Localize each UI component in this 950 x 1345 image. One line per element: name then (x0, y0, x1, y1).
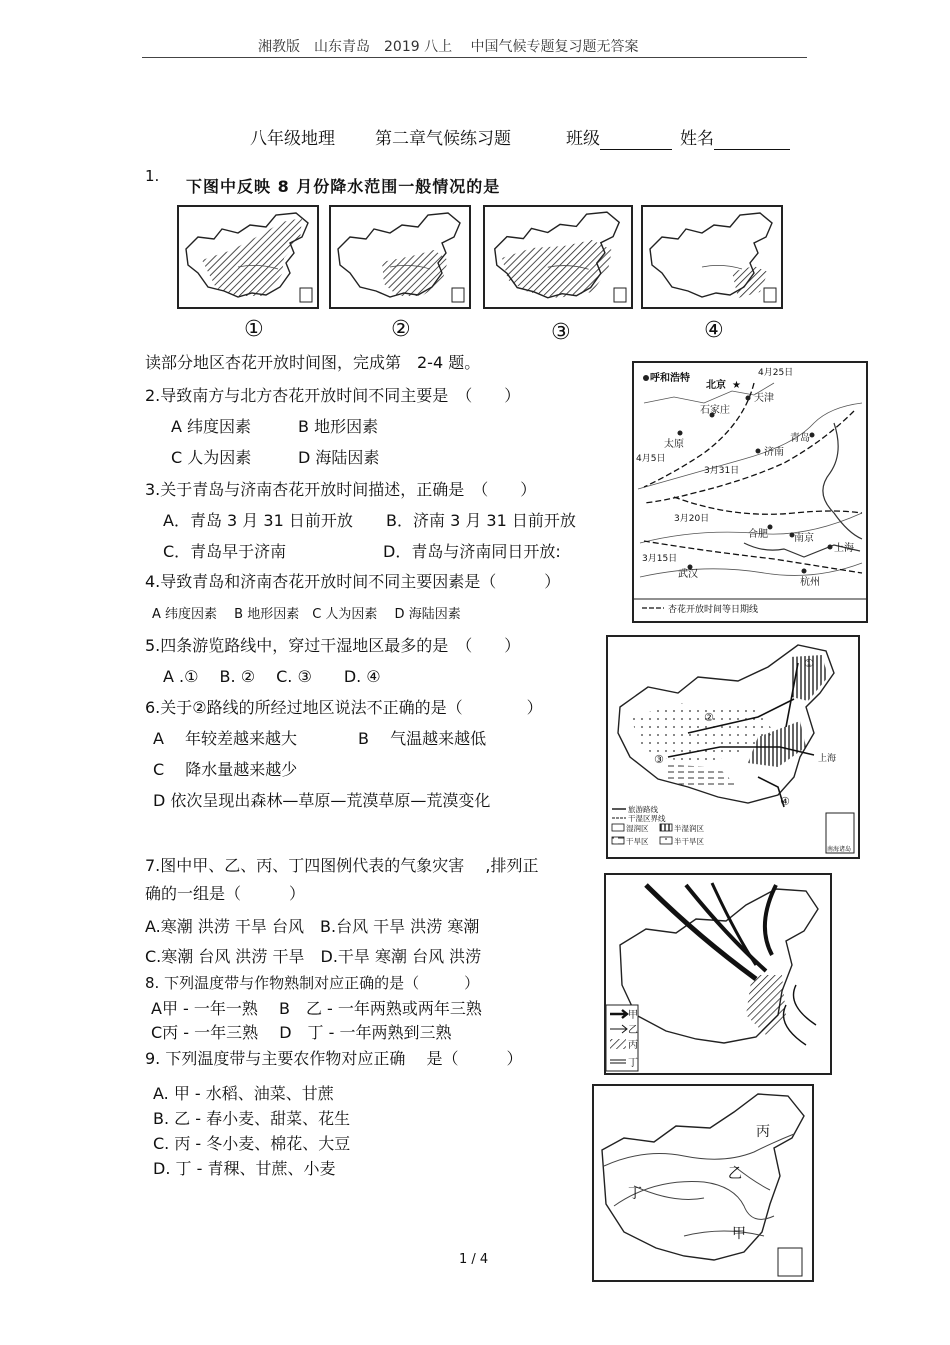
city-tianjin: 天津 (754, 393, 774, 404)
q6-option-a[interactable]: A 年较差越来越大 (153, 729, 298, 748)
temperature-map (592, 1084, 814, 1282)
subject-title: 八年级地理 (250, 129, 335, 149)
zone-ding: 丁 (628, 1186, 642, 1202)
map-label-4: ④ (704, 318, 724, 343)
legend-semiarid: 半干旱区 (674, 837, 704, 846)
legend-boundary: 干湿区界线 (628, 814, 666, 823)
chapter-title: 第二章气候练习题 (375, 129, 511, 149)
map-4 (642, 206, 782, 308)
q3-option-b[interactable]: B．济南 3 月 31 日前开放 (386, 511, 576, 530)
date-mar15: 3月15日 (642, 554, 678, 564)
routes-map (606, 635, 860, 859)
apricot-map (632, 361, 868, 623)
city-hangzhou: 杭州 (800, 577, 820, 588)
map-3 (484, 206, 632, 308)
q8-options-cd[interactable]: C丙 - 一年三熟 D 丁 - 一年两熟到三熟 (151, 1023, 452, 1042)
q9-option-c[interactable]: C. 丙 - 冬小麦、棉花、大豆 (153, 1134, 351, 1153)
q4-stem: 4.导致青岛和济南杏花开放时间不同主要因素是（ ） (145, 572, 561, 591)
apricot-legend: 杏花开放时间等日期线 (668, 605, 759, 615)
q8-options-ab[interactable]: A甲 - 一年一熟 B 乙 - 一年两熟或两年三熟 (151, 999, 482, 1018)
city-shanghai: 上海 (834, 543, 854, 554)
zone-bing: 丙 (756, 1124, 770, 1140)
routes-inset-label: 南海诸岛 (827, 846, 852, 853)
q2-option-c[interactable]: C 人为因素 (171, 448, 252, 467)
legend-bing: 丙 (628, 1040, 638, 1051)
page-number: 1 / 4 (459, 1252, 489, 1267)
date-apr25: 4月25日 (758, 368, 794, 378)
q7-options-ab[interactable]: A.寒潮 洪涝 干旱 台风 B.台风 干旱 洪涝 寒潮 (145, 917, 480, 936)
q7-stem-line1: 7.图中甲、乙、丙、丁四图例代表的气象灾害 ,排列正 (145, 856, 539, 875)
q1-stem: 下图中反映 8 月份降水范围一般情况的是 (186, 177, 501, 196)
zone-jia: 甲 (732, 1226, 746, 1242)
city-jinan: 济南 (764, 447, 784, 458)
q6-option-c[interactable]: C 降水量越来越少 (153, 760, 298, 779)
city-taiyuan: 太原 (664, 439, 684, 450)
legend-semihumid: 半湿润区 (674, 824, 704, 833)
route-1: ① (804, 657, 814, 670)
q5-stem: 5.四条游览路线中，穿过干湿地区最多的是 （ ） (145, 636, 521, 655)
q2-option-b[interactable]: B 地形因素 (298, 417, 379, 436)
name-label: 姓名 (680, 129, 714, 149)
legend-ding: 丁 (628, 1058, 638, 1069)
page-header: 湘教版 山东青岛 2019 八上 中国气候专题复习题无答案 (258, 39, 639, 55)
class-blank[interactable] (600, 133, 672, 150)
route-4: ④ (780, 795, 790, 808)
class-label: 班级 (566, 129, 600, 149)
header-rule (142, 57, 807, 58)
city-hefei: 合肥 (748, 529, 768, 540)
city-nanjing: 南京 (794, 533, 814, 544)
q8-stem: 8. 下列温度带与作物熟制对应正确的是（ ） (145, 974, 480, 992)
map-label-2: ② (391, 317, 411, 342)
date-apr5: 4月5日 (636, 454, 666, 464)
legend-humid: 湿润区 (626, 824, 649, 833)
q6-option-b[interactable]: B 气温越来越低 (358, 729, 487, 748)
svg-text:★: ★ (732, 380, 741, 391)
q3-option-c[interactable]: C．青岛早于济南 (163, 542, 287, 561)
q9-stem: 9. 下列温度带与主要农作物对应正确 是（ ） (145, 1049, 523, 1068)
legend-jia: 甲 (628, 1010, 638, 1021)
city-qingdao: 青岛 (790, 433, 810, 444)
intro-text: 读部分地区杏花开放时间图，完成第 2-4 题。 (145, 353, 481, 372)
legend-arid: 干旱区 (626, 837, 649, 846)
q7-stem-line2: 确的一组是（ ） (145, 884, 306, 903)
name-field (680, 128, 790, 150)
q2-option-a[interactable]: A 纬度因素 (171, 417, 252, 436)
q5-options[interactable]: A .① B. ② C. ③ D. ④ (163, 667, 381, 686)
map-label-1: ① (244, 317, 264, 342)
legend-route: 旅游路线 (628, 805, 658, 814)
routes-city-shanghai: 上海 (818, 754, 837, 764)
class-field (566, 128, 672, 150)
q2-stem: 2.导致南方与北方杏花开放时间不同主要是 （ ） (145, 386, 521, 405)
route-2: ② (704, 711, 714, 724)
q3-option-d[interactable]: D．青岛与济南同日开放: (383, 542, 561, 561)
city-hohhot: 呼和浩特 (650, 373, 690, 384)
q3-option-a[interactable]: A．青岛 3 月 31 日前开放 (163, 511, 353, 530)
q1-maps (172, 200, 792, 350)
name-blank[interactable] (714, 133, 790, 150)
map-2 (330, 206, 470, 308)
map-1 (178, 206, 318, 308)
q9-option-b[interactable]: B. 乙 - 春小麦、甜菜、花生 (153, 1109, 351, 1128)
q7-options-cd[interactable]: C.寒潮 台风 洪涝 干旱 D.干旱 寒潮 台风 洪涝 (145, 947, 482, 966)
legend-yi: 乙 (628, 1025, 638, 1036)
route-3: ③ (654, 753, 664, 766)
q2-option-d[interactable]: D 海陆因素 (298, 448, 380, 467)
city-shijiazhuang: 石家庄 (700, 405, 730, 416)
date-mar20: 3月20日 (674, 514, 710, 524)
city-wuhan: 武汉 (678, 569, 698, 580)
q9-option-d[interactable]: D. 丁 - 青稞、甘蔗、小麦 (153, 1159, 336, 1178)
city-beijing: 北京 (706, 380, 726, 391)
q6-option-d[interactable]: D 依次呈现出森林—草原—荒漠草原—荒漠变化 (153, 791, 491, 810)
zone-yi: 乙 (728, 1166, 742, 1182)
q3-stem: 3.关于青岛与济南杏花开放时间描述，正确是 （ ） (145, 480, 537, 499)
disaster-map (604, 873, 832, 1075)
map-label-3: ③ (551, 320, 571, 345)
date-mar31: 3月31日 (704, 466, 740, 476)
q6-stem: 6.关于②路线的所经过地区说法不正确的是（ ） (145, 698, 543, 717)
q4-options[interactable]: A 纬度因素 B 地形因素 C 人为因素 D 海陆因素 (152, 607, 461, 622)
q9-option-a[interactable]: A. 甲 - 水稻、油菜、甘蔗 (153, 1084, 334, 1103)
q1-number: 1. (145, 167, 160, 185)
